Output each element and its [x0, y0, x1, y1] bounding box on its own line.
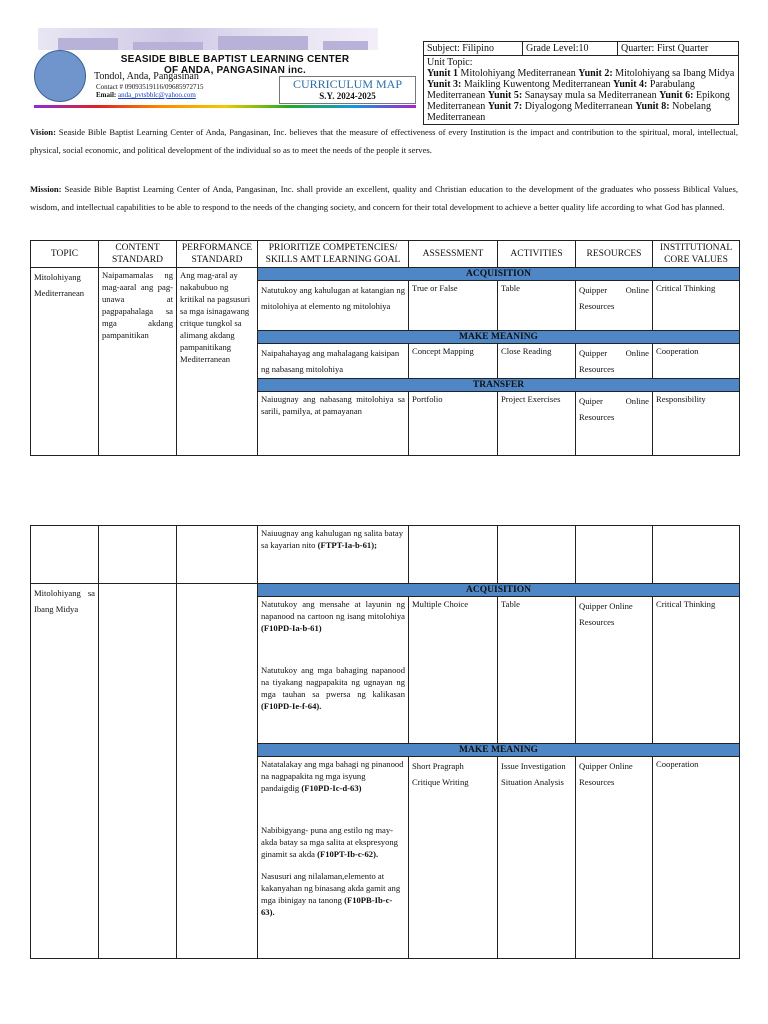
competency-text: Natutukoy ang mga bahaging napanood na tiyakang nagpapakita ng ugnayan ng mga tauhan sa pwersa ng kalikasan	[261, 665, 405, 699]
col-performance-standard: PERFORMANCE STANDARD	[177, 241, 258, 268]
unit-topic-cell	[424, 56, 739, 125]
mission-text: Seaside Bible Baptist Learning Center of Anda, Pangasinan, Inc. shall provide an excellent, quality and Christian education to the development of the graduates who possess Biblical Values, wisdom, and intellectual capabilities to be able to respond to the needs of the changing society, and concern for their total development to achieve a better quality life according to what God has planned.	[30, 184, 738, 212]
unit-title: Mitolohiyang Mediterranean	[458, 68, 579, 79]
unit-label: Yunit 4:	[613, 79, 648, 90]
rainbow-divider	[34, 105, 416, 108]
quarter-cell: Quarter: First Quarter	[618, 42, 739, 56]
core-value-cell: Cooperation	[653, 757, 740, 959]
transfer-header: TRANSFER	[258, 379, 740, 392]
col-assessment: ASSESSMENT	[409, 241, 498, 268]
performance-standard-cell	[177, 526, 258, 584]
unit-label: Yunit 6:	[659, 90, 694, 101]
activities-cell: Project Exercises	[498, 392, 576, 456]
core-value-cell: Responsibility	[653, 392, 740, 456]
unit-title: Diyalogong Mediterranean	[522, 101, 636, 112]
assessment-cell: Multiple Choice	[409, 597, 498, 744]
assessment-item: Critique Writing	[412, 777, 469, 787]
performance-standard-cell	[177, 584, 258, 959]
resources-cell: Quiper Online Resources	[576, 392, 653, 456]
resources-cell: Quipper Online Resources	[576, 597, 653, 744]
grade-cell: Grade Level:10	[523, 42, 618, 56]
assessment-cell: True or False	[409, 281, 498, 331]
competency-cell: Natutukoy ang kahulugan at katangian ng mitolohiya at elemento ng mitolohiya	[258, 281, 409, 331]
competency-text: Nasusuri ang nilalaman,elemento at kakanyahan ng binasang akda gamit ang mga ibinigay na tanong	[261, 871, 401, 905]
vision-label: Vision:	[30, 127, 56, 137]
assessment-cell	[409, 757, 498, 959]
competency-text: Naiuugnay ang kahulugan ng salita batay sa kayarian nito	[261, 528, 403, 550]
school-logo	[34, 50, 86, 102]
unit-title: Epikong Mediterranean	[427, 90, 730, 112]
assessment-cell: Portfolio	[409, 392, 498, 456]
col-competencies: PRIORITIZE COMPETENCIES/ SKILLS AMT LEARNING GOAL	[258, 241, 409, 268]
unit-title: Parabulang Mediterranean	[427, 79, 695, 101]
school-year: S.Y. 2024-2025	[319, 91, 376, 101]
competency-cell	[258, 757, 409, 959]
col-topic: TOPIC	[31, 241, 99, 268]
resources-cell: Quipper Online Resources	[576, 757, 653, 959]
unit-title: Mitolohiyang sa Ibang Midya	[612, 68, 735, 79]
make-meaning-header: MAKE MEANING	[258, 744, 740, 757]
competency-code: (F10PD-Ia-b-61)	[261, 623, 322, 633]
unit-label: Yunit 7:	[487, 101, 523, 112]
activities-cell: Table	[498, 281, 576, 331]
subject-cell: Subject: Filipino	[424, 42, 523, 56]
core-value-cell: Critical Thinking	[653, 597, 740, 744]
school-name-line2: OF ANDA, PANGASINAN inc.	[163, 65, 307, 76]
col-content-standard: CONTENT STANDARD	[99, 241, 177, 268]
col-core-values: INSTITUTIONAL CORE VALUES	[653, 241, 740, 268]
competency-code: (F10PT-Ib-c-62).	[317, 849, 379, 859]
competency-code: (F10PD-Ie-f-64).	[261, 701, 322, 711]
topic-cell: Mitolohiyang sa Ibang Midya	[31, 584, 99, 959]
resources-cell: Quipper Online Resources	[576, 344, 653, 379]
core-value-cell: Cooperation	[653, 344, 740, 379]
school-banner-image	[38, 28, 378, 50]
assessment-cell	[409, 526, 498, 584]
unit-label: Yunit 8:	[635, 101, 670, 112]
core-value-cell	[653, 526, 740, 584]
topic-cell: Mitolohiyang Mediterranean	[31, 268, 99, 456]
table-header-row	[31, 241, 740, 268]
acquisition-header: ACQUISITION	[258, 584, 740, 597]
resources-cell: Quipper Online Resources	[576, 281, 653, 331]
competency-code: (F10PD-Ic-d-63)	[301, 783, 362, 793]
competency-cell	[258, 526, 409, 584]
content-standard-cell: Naipamamalas ng mag-aaral ang pag-unawa at pagpapahalaga sa mga akdang pampanitikan	[99, 268, 177, 456]
resources-cell	[576, 526, 653, 584]
mission-paragraph	[30, 180, 738, 216]
competency-text: Natatalakay ang mga bahagi ng pinanood na nagpapakita ng mga isyung pandaigdig	[261, 759, 404, 793]
activity-item: Situation Analysis	[501, 777, 564, 787]
contact-number: Contact # 09093519116/09685972715	[96, 83, 204, 91]
topic-cell	[31, 526, 99, 584]
vision-text: Seaside Bible Baptist Learning Center of Anda, Pangasinan, Inc. believes that the measure of effectiveness of every Institution is the impact and contribution to the spiritual, moral, intellectual, physical, social economic, and political development of the individual so as to meet the needs of the people it serves.	[30, 127, 738, 155]
acquisition-header: ACQUISITION	[258, 268, 740, 281]
email-link[interactable]: anda_pvtsbblc@yahoo.com	[117, 91, 196, 99]
core-value-cell: Critical Thinking	[653, 281, 740, 331]
competency-cell	[258, 597, 409, 744]
unit-title: Maikling Kuwentong Mediterranean	[461, 79, 614, 90]
unit-title: Sanaysay mula sa Mediterranean	[522, 90, 660, 101]
col-resources: RESOURCES	[576, 241, 653, 268]
unit-topic-label: Unit Topic:	[427, 57, 473, 68]
col-activities: ACTIVITIES	[498, 241, 576, 268]
school-name-line1: SEASIDE BIBLE BAPTIST LEARNING CENTER	[120, 54, 350, 65]
activities-cell: Close Reading	[498, 344, 576, 379]
unit-label: Yunit 3:	[427, 79, 462, 90]
curriculum-table-1	[30, 240, 740, 456]
activity-item: Issue Investigation	[501, 761, 566, 771]
competency-text: Nabibigyang- puna ang estilo ng may-akda batay sa mga salita at ekspresyong ginamit sa akda	[261, 825, 398, 859]
assessment-cell: Concept Mapping	[409, 344, 498, 379]
subject-info-table	[423, 41, 739, 125]
activities-cell	[498, 757, 576, 959]
vision-paragraph	[30, 123, 738, 159]
competency-text: Natutukoy ang mensahe at layunin ng napanood na cartoon ng isang mitolohiya	[261, 599, 405, 621]
curriculum-table-2	[30, 525, 740, 959]
content-standard-cell	[99, 526, 177, 584]
competency-code: (F10PB-Ib-c-63).	[261, 895, 393, 917]
email-label: Email:	[96, 91, 117, 99]
unit-label: Yunit 1	[427, 68, 459, 79]
make-meaning-header: MAKE MEANING	[258, 331, 740, 344]
curriculum-map-box	[279, 76, 416, 104]
activities-cell	[498, 526, 576, 584]
assessment-item: Short Pragraph	[412, 761, 464, 771]
performance-standard-cell: Ang mag-aral ay nakabubuo ng kritikal na pagsusuri sa mga isinagawang critque tungkol sa alimang akdang pampanitikang Mediterranean	[177, 268, 258, 456]
content-standard-cell	[99, 584, 177, 959]
unit-title: Nobelang Mediterranean	[427, 101, 711, 123]
activities-cell: Table	[498, 597, 576, 744]
unit-label: Yunit 2:	[578, 68, 613, 79]
map-title: CURRICULUM MAP	[292, 77, 403, 91]
competency-cell: Naipahahayag ang mahalagang kaisipan ng nabasang mitolohiya	[258, 344, 409, 379]
unit-label: Yunit 5:	[487, 90, 523, 101]
email-line	[96, 91, 196, 99]
mission-label: Mission:	[30, 184, 62, 194]
competency-code: (FTPT-Ia-b-61);	[317, 540, 377, 550]
school-address: Tondol, Anda, Pangasinan	[94, 71, 199, 82]
units-list	[427, 68, 734, 123]
competency-cell: Naiuugnay ang nabasang mitolohiya sa sarili, pamilya, at pamayanan	[258, 392, 409, 456]
